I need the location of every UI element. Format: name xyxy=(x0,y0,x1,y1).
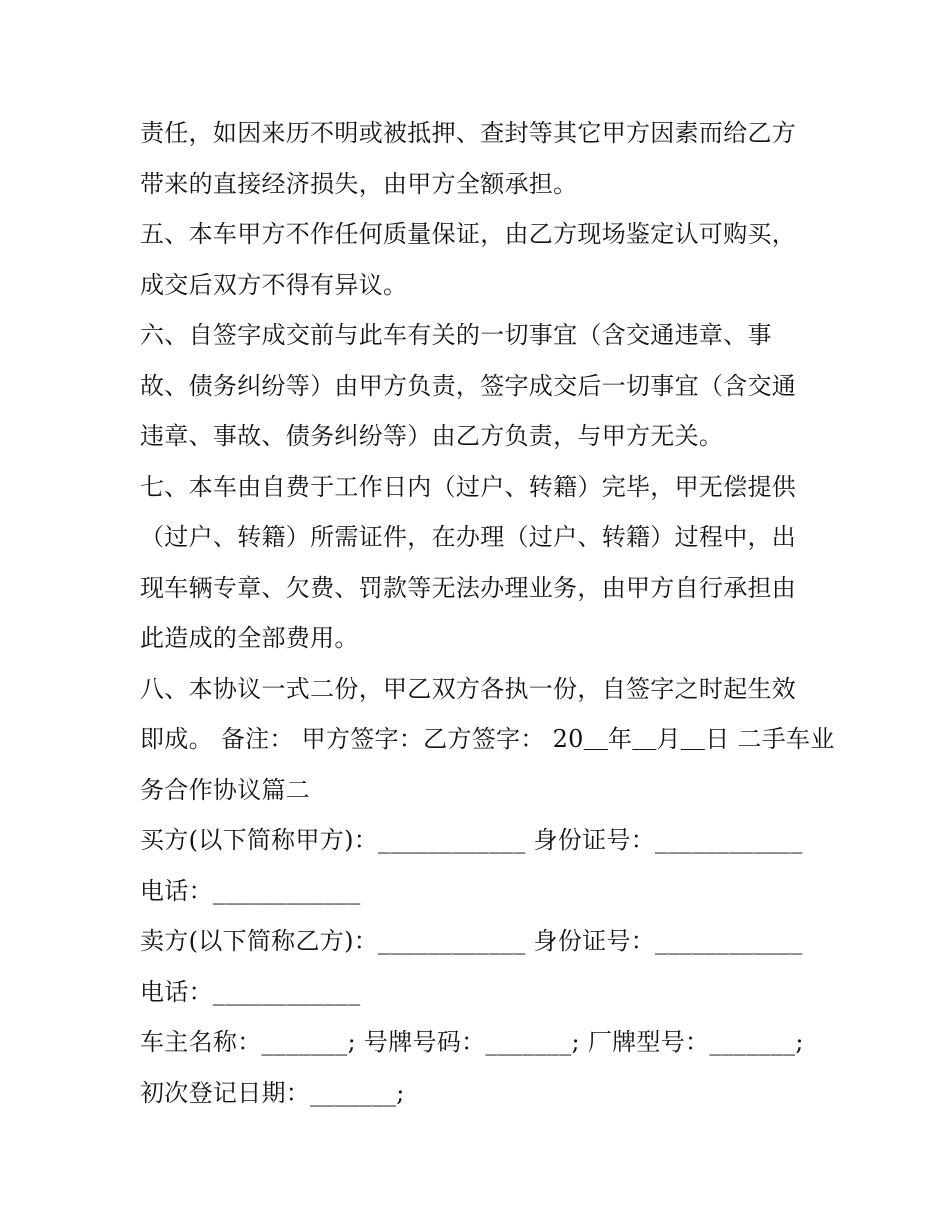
text-line: 六、自签字成交前与此车有关的一切事宜（含交通违章、事 xyxy=(140,321,772,349)
text-line: 现车辆专章、欠费、罚款等无法办理业务，由甲方自行承担由 xyxy=(140,573,797,602)
text-line: （过户、转籍）所需证件，在办理（过户、转籍）过程中，出 xyxy=(140,523,797,551)
text-line: 成交后双方不得有异议。 xyxy=(140,270,408,299)
text-line: 八、本协议一式二份，甲乙双方各执一份，自签字之时起生效 xyxy=(140,674,797,703)
seller-phone-line: 电话：____________ xyxy=(140,977,361,1006)
registration-date-line: 初次登记日期：_______; xyxy=(140,1078,405,1107)
buyer-phone-line: 电话：____________ xyxy=(140,876,361,905)
text-line: 七、本车由自费于工作日内（过户、转籍）完毕，甲无偿提供 xyxy=(140,472,797,501)
text-line: 即成。 备注： 甲方签字：乙方签字： 20＿年＿月＿日 二手车业 xyxy=(140,725,835,753)
text-line: 责任，如因来历不明或被抵押、查封等其它甲方因素而给乙方 xyxy=(140,119,797,147)
text-line: 此造成的全部费用。 xyxy=(140,624,359,652)
text-line: 务合作协议篇二 xyxy=(140,775,311,804)
text-line: 故、债务纠纷等）由甲方负责，签字成交后一切事宜（含交通 xyxy=(140,371,797,400)
vehicle-info-line: 车主名称：_______; 号牌号码：_______; 厂牌型号：_______; xyxy=(140,1028,804,1056)
text-line: 带来的直接经济损失，由甲方全额承担。 xyxy=(140,169,578,198)
buyer-line: 买方(以下简称甲方)：____________ 身份证号：____________ xyxy=(140,826,803,854)
document-body xyxy=(140,108,835,1118)
text-line: 五、本车甲方不作任何质量保证，由乙方现场鉴定认可购买， xyxy=(140,220,797,248)
seller-line: 卖方(以下简称乙方)：____________ 身份证号：____________ xyxy=(140,927,803,955)
text-line: 违章、事故、债务纠纷等）由乙方负责，与甲方无关。 xyxy=(140,422,724,450)
